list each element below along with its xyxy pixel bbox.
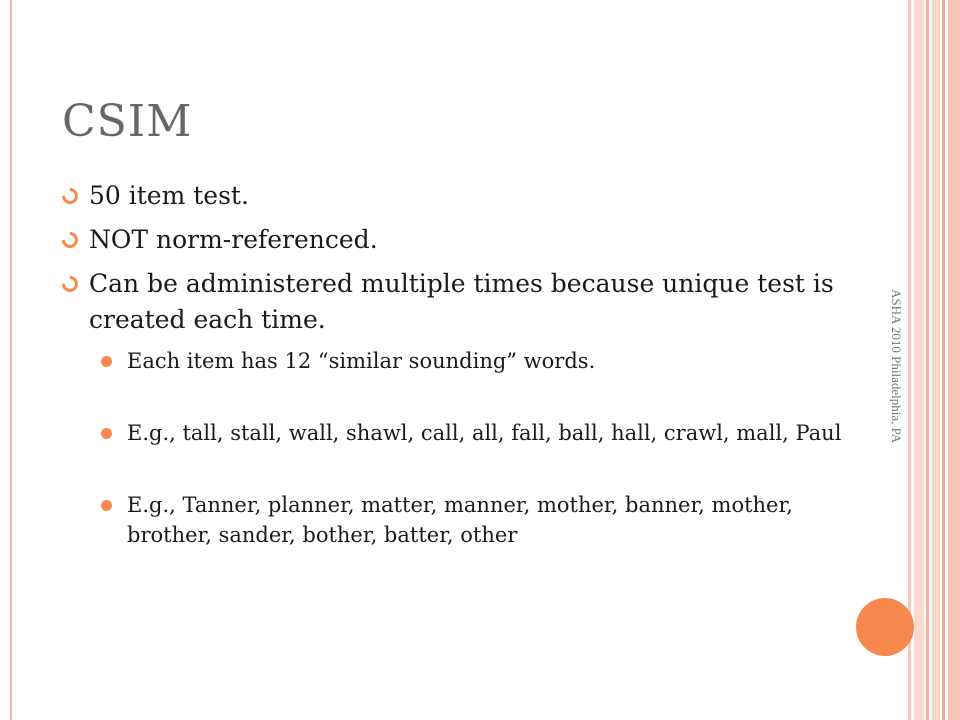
slide-content bbox=[62, 178, 842, 550]
bullet-item bbox=[62, 178, 842, 214]
bullet-icon bbox=[59, 229, 82, 252]
slide-title: CSIM bbox=[62, 96, 193, 147]
sub-bullet-icon bbox=[101, 500, 112, 511]
sub-bullet-item bbox=[62, 490, 842, 550]
footer-text: ASHA 2010 Philadelphia, PA bbox=[889, 288, 904, 444]
sub-bullet-text: Each item has 12 “similar sounding” words. bbox=[127, 349, 596, 373]
bullet-text: Can be administered multiple times because unique test is created each time. bbox=[89, 269, 834, 334]
stripe bbox=[914, 0, 924, 720]
bullet-item bbox=[62, 222, 842, 258]
left-border-line bbox=[10, 0, 12, 720]
orange-circle-decoration bbox=[856, 598, 914, 656]
vertical-footer bbox=[881, 251, 911, 481]
bullet-item bbox=[62, 266, 842, 338]
stripe bbox=[932, 0, 940, 720]
stripe bbox=[926, 0, 929, 720]
bullet-icon bbox=[59, 185, 82, 208]
decorative-stripes bbox=[908, 0, 960, 720]
bullet-text: 50 item test. bbox=[89, 181, 249, 210]
sub-bullet-text: E.g., tall, stall, wall, shawl, call, all, fall, ball, hall, crawl, mall, Paul bbox=[127, 421, 842, 445]
sub-bullet-item bbox=[62, 346, 842, 376]
sub-bullet-icon bbox=[101, 428, 112, 439]
sub-bullet-text: E.g., Tanner, planner, matter, manner, mother, banner, mother, brother, sander, bother, batter, other bbox=[127, 493, 793, 547]
bullet-icon bbox=[59, 273, 82, 296]
stripe bbox=[942, 0, 945, 720]
sub-bullet-icon bbox=[101, 356, 112, 367]
bullet-text: NOT norm-referenced. bbox=[89, 225, 378, 254]
sub-bullet-item bbox=[62, 418, 842, 448]
stripe bbox=[948, 0, 960, 720]
